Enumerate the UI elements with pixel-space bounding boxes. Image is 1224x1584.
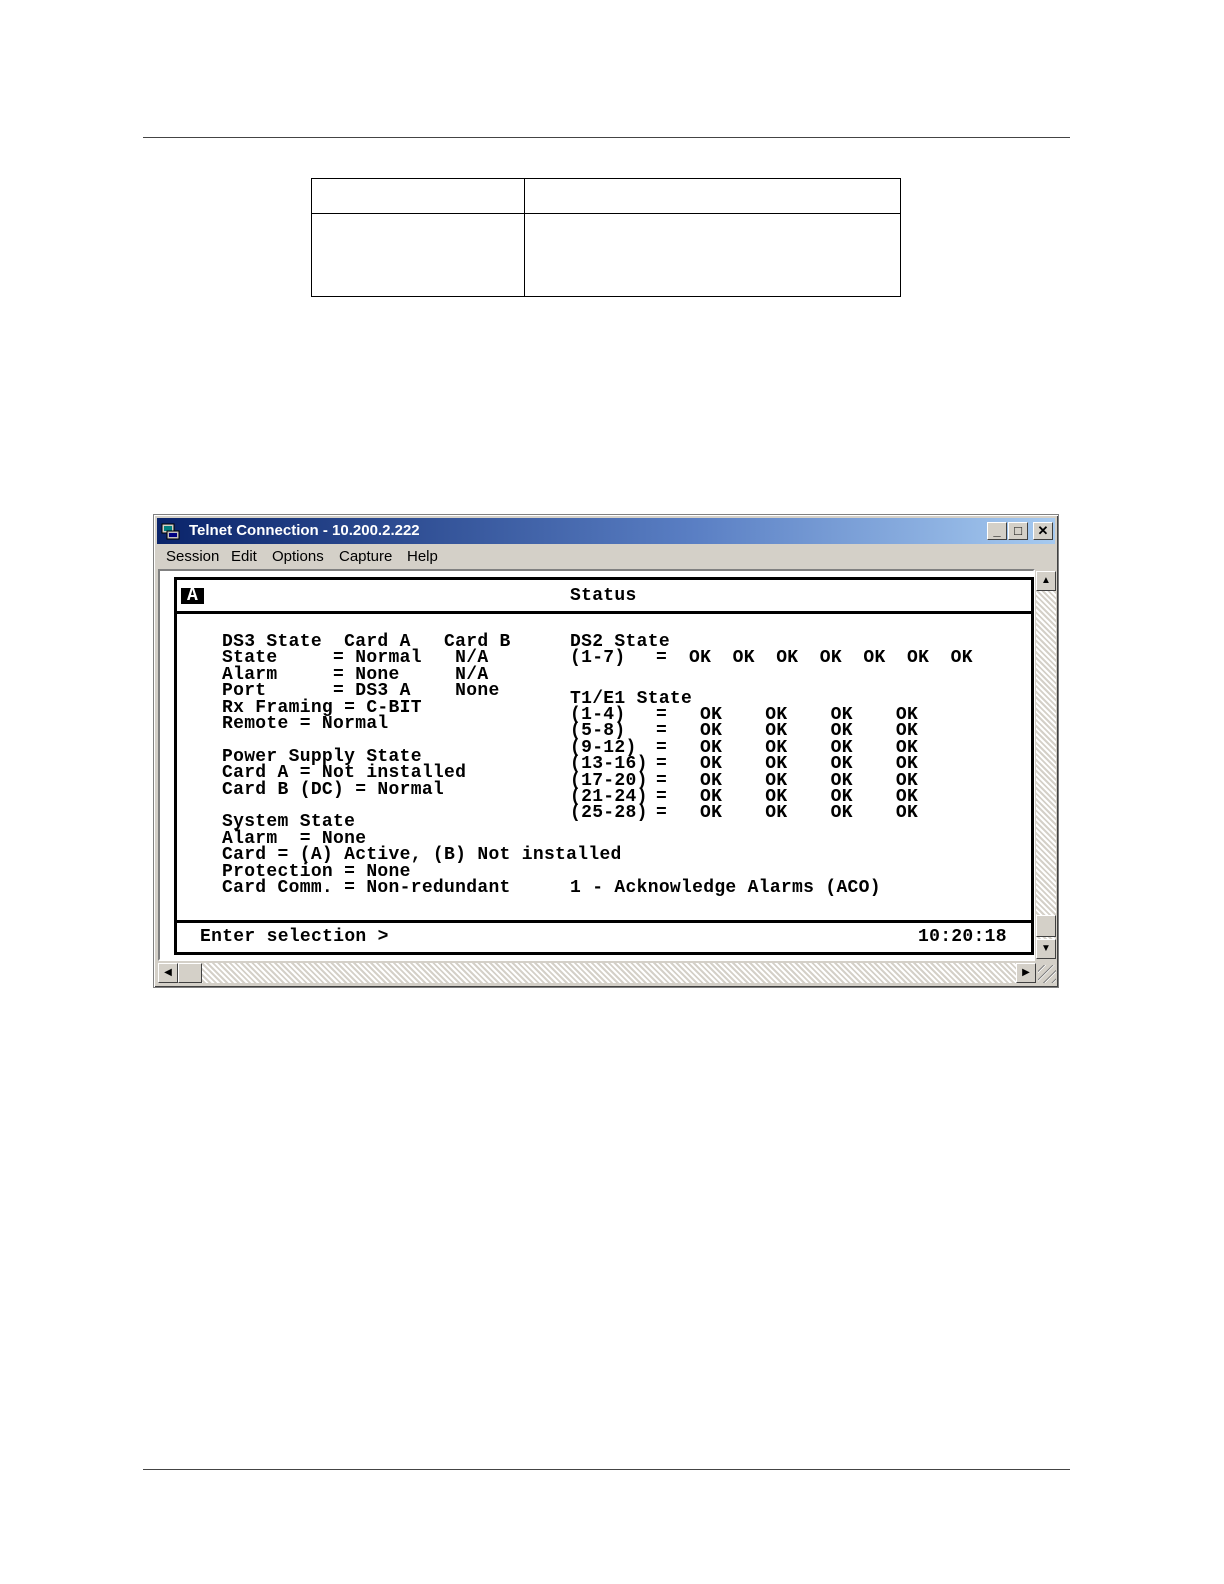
minimize-button[interactable]: _ [987,522,1007,540]
telnet-app-icon[interactable] [161,521,181,541]
enter-selection-prompt[interactable]: Enter selection > [200,927,389,947]
vertical-scroll-thumb[interactable] [1036,915,1056,937]
t1e1-value: OK [895,803,919,824]
ds2-value: OK [907,648,930,669]
t1e1-value: OK [895,786,919,807]
status-line: Power Supply State [222,746,422,767]
horizontal-scroll-thumb[interactable] [178,963,202,983]
t1e1-range: (21-24) [570,786,648,807]
screen-header-divider [177,611,1031,614]
screen-title: Status [570,586,637,606]
t1e1-value: OK [765,770,788,791]
resize-grip[interactable] [1038,965,1056,983]
status-line: Alarm = None N/A [222,664,489,685]
t1e1-value: OK [830,786,853,807]
menu-help[interactable]: Help [407,548,438,565]
t1e1-equals: = [656,770,668,791]
t1e1-value: OK [830,770,853,791]
menu-options[interactable]: Options [272,548,324,565]
doc-table-row [312,214,901,297]
ds2-value: OK [819,648,843,669]
doc-table [311,178,901,297]
status-line: Card Comm. = Non-redundant [222,878,511,898]
t1e1-value: OK [765,721,788,742]
t1e1-value: OK [700,704,723,725]
status-line: Card B (DC) = Normal [222,779,445,800]
t1e1-value: OK [830,704,853,725]
status-line: Rx Framing = C-BIT [222,697,422,718]
t1e1-range: (13-16) [570,754,648,775]
t1e1-range: (9-12) [570,737,637,758]
menu-session[interactable]: Session [166,548,220,565]
t1e1-value: OK [895,704,919,725]
doc-table-cell [312,179,525,214]
status-line: Remote = Normal [222,714,389,734]
doc-table-cell [525,214,901,297]
t1e1-range: (17-20) [570,770,648,791]
t1e1-value: OK [700,786,723,807]
window-title: Telnet Connection - 10.200.2.222 [189,522,420,539]
menu-option-aco[interactable]: 1 - Acknowledge Alarms (ACO) [570,878,881,898]
status-screen [174,577,1034,955]
scroll-up-button[interactable]: ▲ [1036,571,1056,591]
t1e1-value: OK [895,737,919,758]
close-button[interactable]: ✕ [1033,522,1053,540]
menu-edit[interactable]: Edit [231,548,257,565]
ds2-value: OK [776,648,799,669]
menu-capture[interactable]: Capture [339,548,393,565]
t1e1-heading: T1/E1 State [570,688,693,709]
t1e1-value: OK [765,754,788,775]
doc-table-cell [312,214,525,297]
ds2-value: OK [732,648,755,669]
status-line: System State [222,812,356,833]
page-footer-rule [143,1469,1070,1470]
ds2-value: OK [950,648,973,669]
t1e1-value: OK [895,770,919,791]
t1e1-equals: = [656,803,668,824]
t1e1-value: OK [700,737,723,758]
t1e1-value: OK [830,737,853,758]
ds2-value: OK [863,648,886,669]
t1e1-value: OK [830,754,853,775]
t1e1-value: OK [895,754,919,775]
t1e1-value: OK [830,721,853,742]
t1e1-equals: = [656,754,668,775]
status-line: Card A = Not installed [222,763,467,784]
ds2-range: (1-7) [570,648,626,669]
vertical-scrollbar[interactable] [1036,571,1056,959]
t1e1-equals: = [656,737,668,758]
screen-footer-divider [177,920,1031,923]
t1e1-value: OK [700,770,723,791]
clock-readout: 10:20:18 [918,927,1007,947]
t1e1-equals: = [656,721,668,742]
scroll-down-button[interactable]: ▼ [1036,939,1056,959]
scroll-right-button[interactable]: ▶ [1016,963,1036,983]
maximize-button[interactable]: □ [1008,522,1028,540]
ds2-value: OK [689,648,712,669]
scroll-left-button[interactable]: ◀ [158,963,178,983]
horizontal-scrollbar[interactable] [158,963,1036,983]
ds2-heading: DS2 State [570,632,670,652]
terminal-area[interactable] [158,569,1035,961]
status-line: Alarm = None [222,828,367,849]
status-line: Card = (A) Active, (B) Not installed [222,845,622,866]
menu-bar [157,545,1055,567]
t1e1-value: OK [765,803,788,824]
telnet-window [153,514,1059,988]
ds2-equals: = [656,648,668,669]
t1e1-value: OK [765,704,788,725]
t1e1-value: OK [765,786,788,807]
status-line: DS3 State Card A Card B [222,632,511,652]
screen-tag: A [181,588,204,604]
page-header-rule [143,137,1070,138]
t1e1-value: OK [700,803,723,824]
t1e1-value: OK [765,737,788,758]
t1e1-range: (25-28) [570,803,648,824]
t1e1-value: OK [700,754,723,775]
status-line: Port = DS3 A None [222,681,500,702]
title-bar[interactable] [157,518,1055,544]
status-line: State = Normal N/A [222,648,489,669]
t1e1-equals: = [656,786,668,807]
t1e1-value: OK [830,803,853,824]
t1e1-range: (1-4) [570,704,626,725]
t1e1-value: OK [895,721,919,742]
doc-table-header-row [312,179,901,214]
status-line: Protection = None [222,861,411,882]
t1e1-value: OK [700,721,723,742]
t1e1-range: (5-8) [570,721,626,742]
doc-table-cell [525,179,901,214]
t1e1-equals: = [656,704,668,725]
